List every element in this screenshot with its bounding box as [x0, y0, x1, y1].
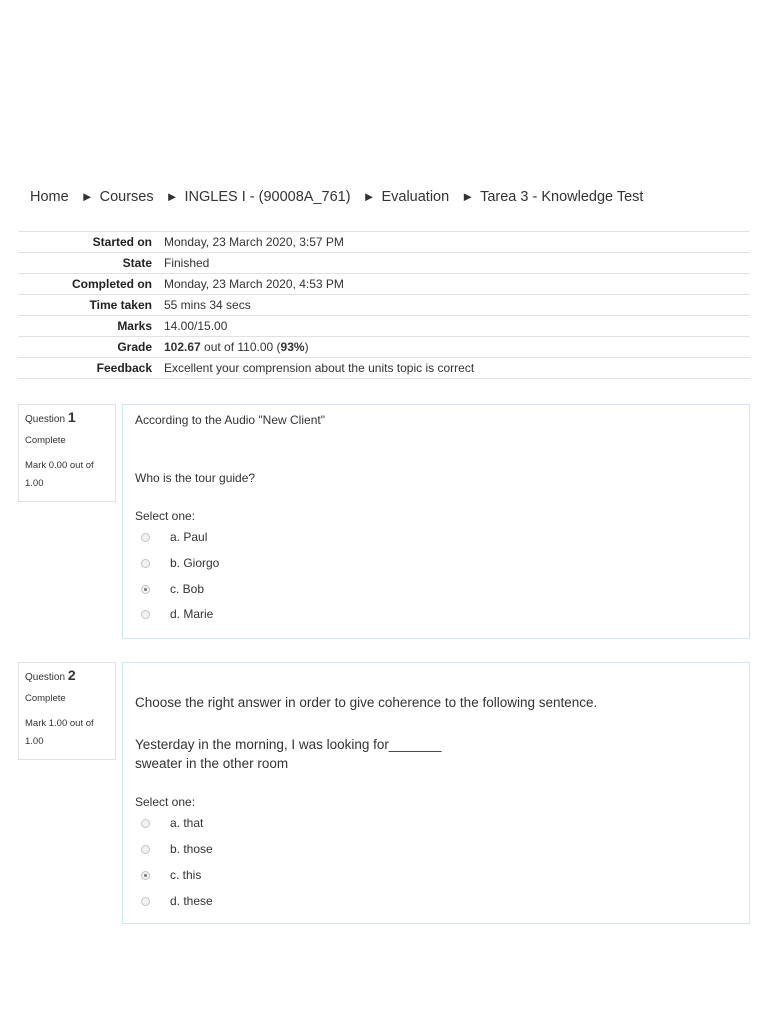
radio-button[interactable] [141, 559, 150, 568]
summary-value: 55 mins 34 secs [164, 298, 251, 312]
question-intro: Choose the right answer in order to give coherence to the following sentence. [135, 695, 598, 710]
question-2-info [18, 662, 116, 760]
summary-value: Finished [164, 256, 210, 270]
question-state: Complete [25, 693, 66, 704]
radio-button-selected[interactable] [141, 871, 150, 880]
question-prompt-line-1: Yesterday in the morning, I was looking for_______ [135, 737, 442, 752]
summary-value: Monday, 23 March 2020, 4:53 PM [164, 277, 344, 291]
radio-button[interactable] [141, 897, 150, 906]
option-label: b. those [170, 842, 213, 856]
summary-row-state [18, 253, 750, 274]
question-number: Question 2 [25, 667, 76, 683]
radio-button[interactable] [141, 610, 150, 619]
question-prompt-line-2: sweater in the other room [135, 756, 289, 771]
summary-label: State [122, 256, 152, 270]
summary-label: Feedback [96, 361, 152, 375]
summary-label: Started on [92, 235, 152, 249]
answer-option[interactable] [141, 892, 213, 910]
question-2-content [122, 662, 750, 924]
select-one-label: Select one: [135, 795, 196, 809]
summary-row-started [18, 232, 750, 253]
answer-option[interactable] [141, 605, 213, 623]
question-1-content [122, 404, 750, 639]
grade-score: 102.67 [164, 340, 201, 354]
breadcrumb-separator-icon: ► [80, 189, 94, 204]
question-intro: According to the Audio "New Client" [135, 413, 325, 427]
summary-value: Monday, 23 March 2020, 3:57 PM [164, 235, 344, 249]
breadcrumb-quiz[interactable]: Tarea 3 - Knowledge Test [480, 189, 644, 205]
answer-option[interactable] [141, 840, 213, 858]
breadcrumb [30, 189, 643, 205]
select-one-label: Select one: [135, 509, 196, 523]
breadcrumb-courses[interactable]: Courses [99, 189, 154, 205]
summary-label: Time taken [89, 298, 152, 312]
summary-row-grade [18, 337, 750, 358]
breadcrumb-separator-icon: ► [461, 189, 475, 204]
option-label: c. this [170, 868, 202, 882]
option-label: d. these [170, 894, 213, 908]
question-1-info [18, 404, 116, 502]
summary-value: 14.00/15.00 [164, 319, 228, 333]
answer-option[interactable] [141, 814, 203, 832]
question-prompt: Who is the tour guide? [135, 471, 256, 485]
answer-option[interactable] [141, 554, 219, 572]
grade-out-of: out of 110.00 ( [200, 340, 281, 354]
option-label: b. Giorgo [170, 556, 220, 570]
breadcrumb-evaluation[interactable]: Evaluation [381, 189, 450, 205]
summary-value: Excellent your comprension about the units topic is correct [164, 361, 475, 375]
breadcrumb-course[interactable]: INGLES I - (90008A_761) [184, 189, 351, 205]
answer-option[interactable] [141, 580, 204, 598]
grade-percent: 93% [280, 340, 305, 354]
summary-row-marks [18, 316, 750, 337]
breadcrumb-home[interactable]: Home [30, 189, 69, 205]
summary-row-time-taken [18, 295, 750, 316]
attempt-summary-table [18, 231, 750, 379]
summary-label: Grade [117, 340, 152, 354]
summary-value [158, 337, 750, 358]
summary-label: Completed on [72, 277, 152, 291]
question-state: Complete [25, 435, 66, 446]
option-label: a. that [170, 816, 204, 830]
option-label: a. Paul [170, 530, 208, 544]
option-label: d. Marie [170, 607, 214, 621]
grade-close: ) [304, 340, 309, 354]
radio-button-selected[interactable] [141, 585, 150, 594]
answer-option[interactable] [141, 866, 201, 884]
question-mark: Mark 1.00 out of 1.00 [25, 718, 94, 747]
summary-row-completed [18, 274, 750, 295]
option-label: c. Bob [170, 582, 205, 596]
radio-button[interactable] [141, 845, 150, 854]
summary-label: Marks [117, 319, 152, 333]
summary-row-feedback [18, 358, 750, 379]
answer-option[interactable] [141, 528, 207, 546]
question-number: Question 1 [25, 409, 76, 425]
breadcrumb-separator-icon: ► [362, 189, 376, 204]
radio-button[interactable] [141, 533, 150, 542]
radio-button[interactable] [141, 819, 150, 828]
question-mark: Mark 0.00 out of 1.00 [25, 460, 94, 489]
breadcrumb-separator-icon: ► [165, 189, 179, 204]
